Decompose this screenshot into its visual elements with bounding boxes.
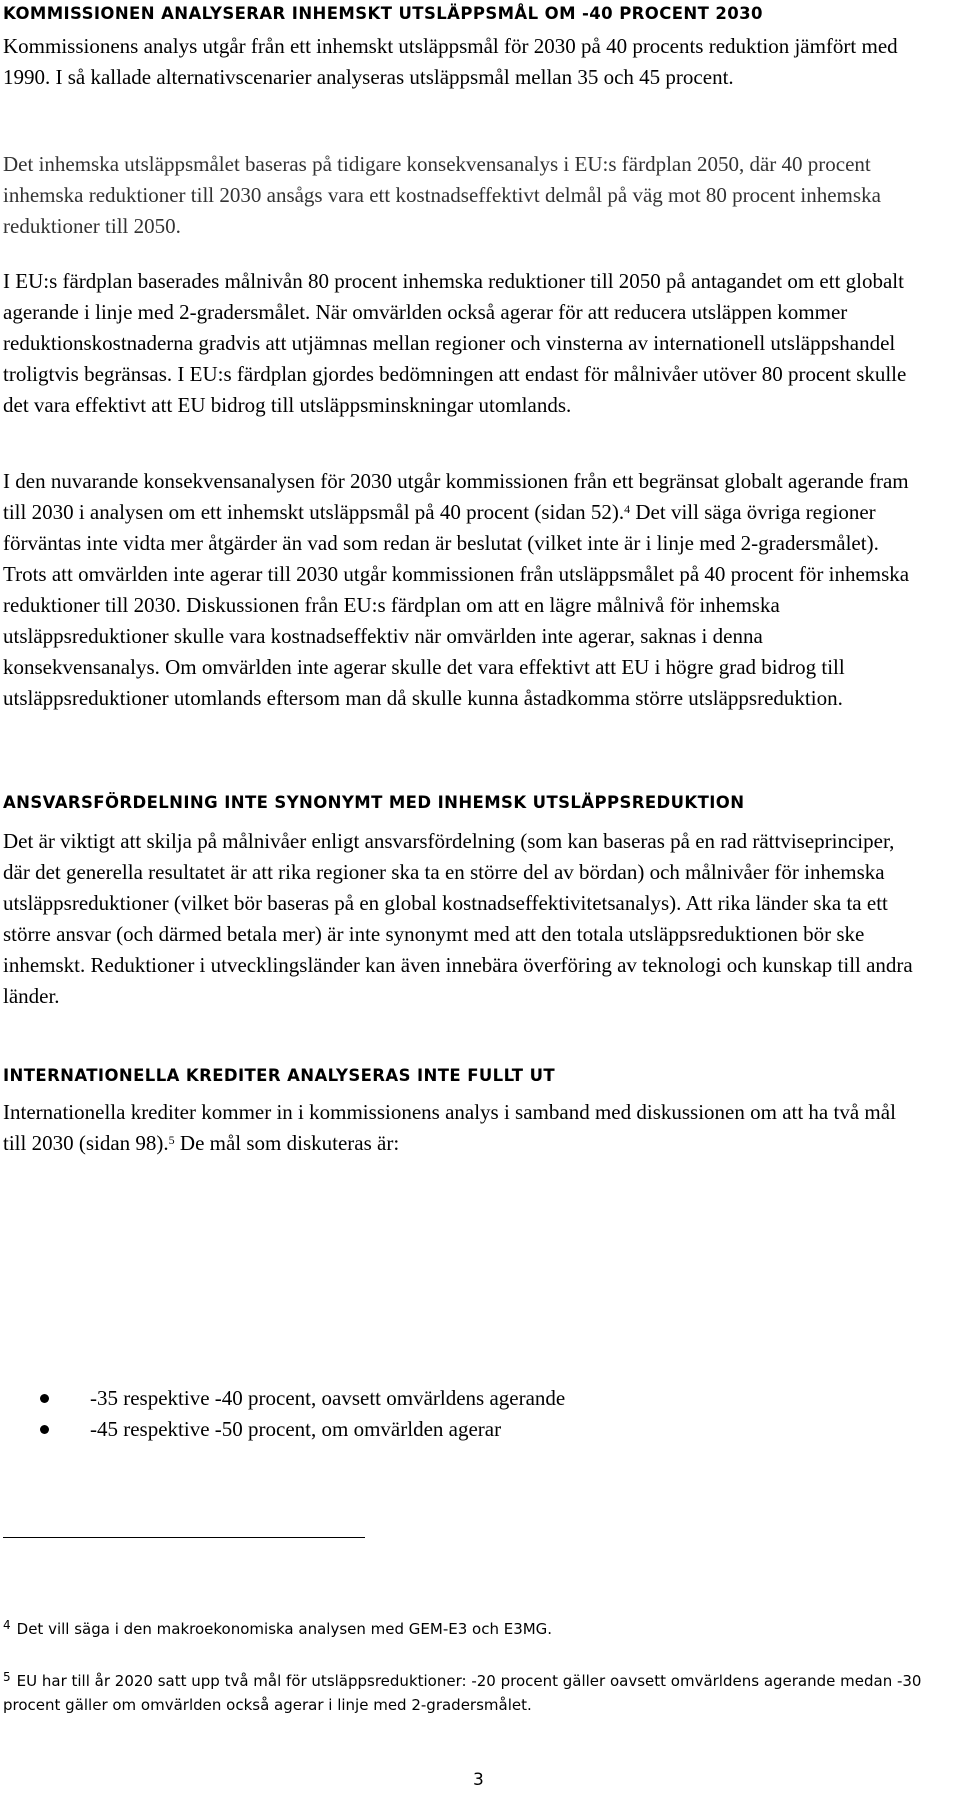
paragraph-3: I EU:s färdplan baserades målnivån 80 procent inhemska reduktioner till 2050 på antagandet om ett globalt agerande i linje med 2-gradersmålet. När omvärlden också agerar för att reducera utsläppen kommer reduktionskostnaderna gradvis att utjämnas mellan regioner och vinsterna av internationell utsläppshandel troligtvis begränsas. I EU:s färdplan gjordes bedömningen att endast för målnivåer utöver 80 procent skulle det vara effektivt att EU bidrog till utsläppsminskningar utomlands.: [3, 269, 907, 417]
paragraph-5: Det är viktigt att skilja på målnivåer enligt ansvarsfördelning (som kan baseras på en rad rättviseprinciper, där det generella resultatet är att rika regioner ska ta en större del av bördan) och målnivåer för inhemska utsläppsreduktioner (vilket bör baseras på en global kostnadseffektivitetsanalys). Att rika länder ska ta ett större ansvar (och därmed betala mer) är inte synonymt med att den totala utsläppsreduktionen bör ske inhemskt. Reduktioner i utvecklingsländer kan även innebära överföring av teknologi och kunskap till andra länder.: [3, 829, 913, 1008]
section-heading-1: KOMMISSIONEN ANALYSERAR INHEMSKT UTSLÄPPSMÅL OM -40 PROCENT 2030: [3, 4, 763, 23]
footnote-4: [3, 1617, 933, 1641]
page-number: 3: [473, 1770, 484, 1790]
list-item: [40, 1383, 565, 1414]
footnote-divider: [3, 1537, 365, 1538]
paragraph-4-text-a: I den nuvarande konsekvensanalysen för 2030 utgår kommissionen från ett begränsat globalt agerande fram till 2030 i analysen om ett inhemskt utsläppsmål på 40 procent (sidan 52).: [3, 469, 909, 524]
section-heading-3: INTERNATIONELLA KREDITER ANALYSERAS INTE FULLT UT: [3, 1066, 556, 1085]
section-heading-2: ANSVARSFÖRDELNING INTE SYNONYMT MED INHEMSK UTSLÄPPSREDUKTION: [3, 793, 745, 812]
paragraph-6-text-a: Internationella krediter kommer in i kommissionens analys i samband med diskussionen om att ha två mål till 2030 (sidan 98).: [3, 1100, 896, 1155]
footnote-number: 4: [3, 1618, 11, 1632]
footnote-ref-4[interactable]: 4: [624, 502, 631, 516]
paragraph-6-text-b: De mål som diskuteras är:: [174, 1131, 400, 1155]
footnote-text: Det vill säga i den makroekonomiska analysen med GEM-E3 och E3MG.: [16, 1620, 553, 1638]
goals-list: [40, 1383, 565, 1445]
paragraph-2: Det inhemska utsläppsmålet baseras på tidigare konsekvensanalys i EU:s färdplan 2050, där 40 procent inhemska reduktioner till 2030 ansågs vara ett kostnadseffektivt delmål på väg mot 80 procent inhemska reduktioner till 2050.: [3, 152, 881, 238]
paragraph-1: Kommissionens analys utgår från ett inhemskt utsläppsmål för 2030 på 40 procents reduktion jämfört med 1990. I så kallade alternativscenarier analyseras utsläppsmål mellan 35 och 45 procent.: [3, 34, 898, 89]
paragraph-6: [3, 1097, 923, 1159]
list-item: [40, 1414, 565, 1445]
footnote-text: EU har till år 2020 satt upp två mål för utsläppsreduktioner: -20 procent gäller oavsett omvärldens agerande medan -30 procent gäller om omvärlden också agerar i linje med 2-gradersmålet.: [3, 1672, 922, 1714]
bullet-icon: [40, 1425, 49, 1434]
list-item-text: -45 respektive -50 procent, om omvärlden agerar: [90, 1417, 502, 1441]
footnote-5: [3, 1669, 933, 1717]
footnote-ref-5[interactable]: 5: [168, 1133, 175, 1147]
paragraph-4-text-b: Det vill säga övriga regioner förväntas inte vidta mer åtgärder än vad som redan är beslutat (vilket inte är i linje med 2-gradersmålet). Trots att omvärlden inte agerar till 2030 utgår kommissionen från utsläppsmålet på 40 procent för inhemska reduktioner till 2030. Diskussionen från EU:s färdplan om att en lägre målnivå för inhemska utsläppsreduktioner skulle vara kostnadseffektiv när omvärlden inte agerar, saknas i denna konsekvensanalys. Om omvärlden inte agerar skulle det vara effektivt att EU i högre grad bidrog till utsläppsreduktioner utomlands eftersom man då skulle kunna åstadkomma större utsläppsreduktion.: [3, 500, 910, 710]
list-item-text: -35 respektive -40 procent, oavsett omvärldens agerande: [90, 1386, 566, 1410]
bullet-icon: [40, 1394, 49, 1403]
footnote-number: 5: [3, 1670, 11, 1684]
paragraph-4: [3, 466, 923, 714]
